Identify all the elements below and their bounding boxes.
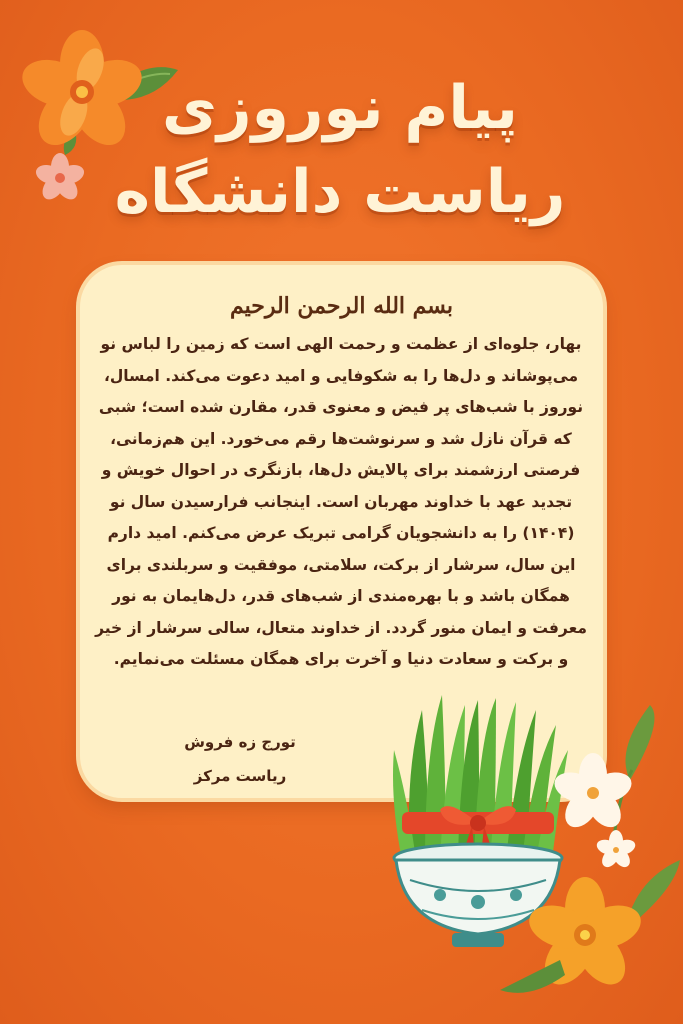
sabzeh-grass-icon: [393, 695, 568, 860]
leaf-icon: [626, 705, 655, 780]
signature-role: ریاست مرکز: [193, 767, 287, 785]
message-body: بهار، جلوه‌ای از عظمت و رحمت الهی است که زمین را لباس نو می‌پوشاند و دل‌ها را به شکوفایی و امید دعوت می‌کند. امسال، نوروز با شب‌های پر فیض و معنوی قدر، مقارن شده است؛ شبی که قرآن نازل شد و سرنوشت‌ها رقم می‌خورد. این هم‌زمانی، فرصتی ارزشمند برای پالایش دل‌ها، بازنگری در احوال خویش و تجدید عهد با خداوند مهربان است. اینجانب فرارسیدن سال نو (۱۴۰۴) را به دانشجویان گرامی تبریک عرض می‌کنم. امید دارم این سال، سرشار از برکت، سلامتی، موفقیت و سربلندی برای همگان باشد و با بهره‌مندی از شب‌های قدر، دل‌هایمان به نور معرفت و ایمان منور گردد. از خداوند متعال، سالی سرشار از خیر و برکت و سعادت دنیا و آخرت برای همگان مسئلت می‌نمایم.: [95, 335, 587, 668]
pink-flower-icon: [33, 153, 86, 204]
leaf-icon: [500, 960, 565, 993]
signature-name: تورج زه فروش: [184, 733, 296, 751]
sabzeh-decoration: [380, 690, 680, 1020]
page-title-line2: ریاست دانشگاه: [114, 157, 566, 227]
white-flower-icon: [595, 830, 637, 870]
page-title-line1: پیام نوروزی: [162, 73, 518, 143]
basmala-heading: بسم الله الرحمن الرحیم: [229, 293, 454, 319]
